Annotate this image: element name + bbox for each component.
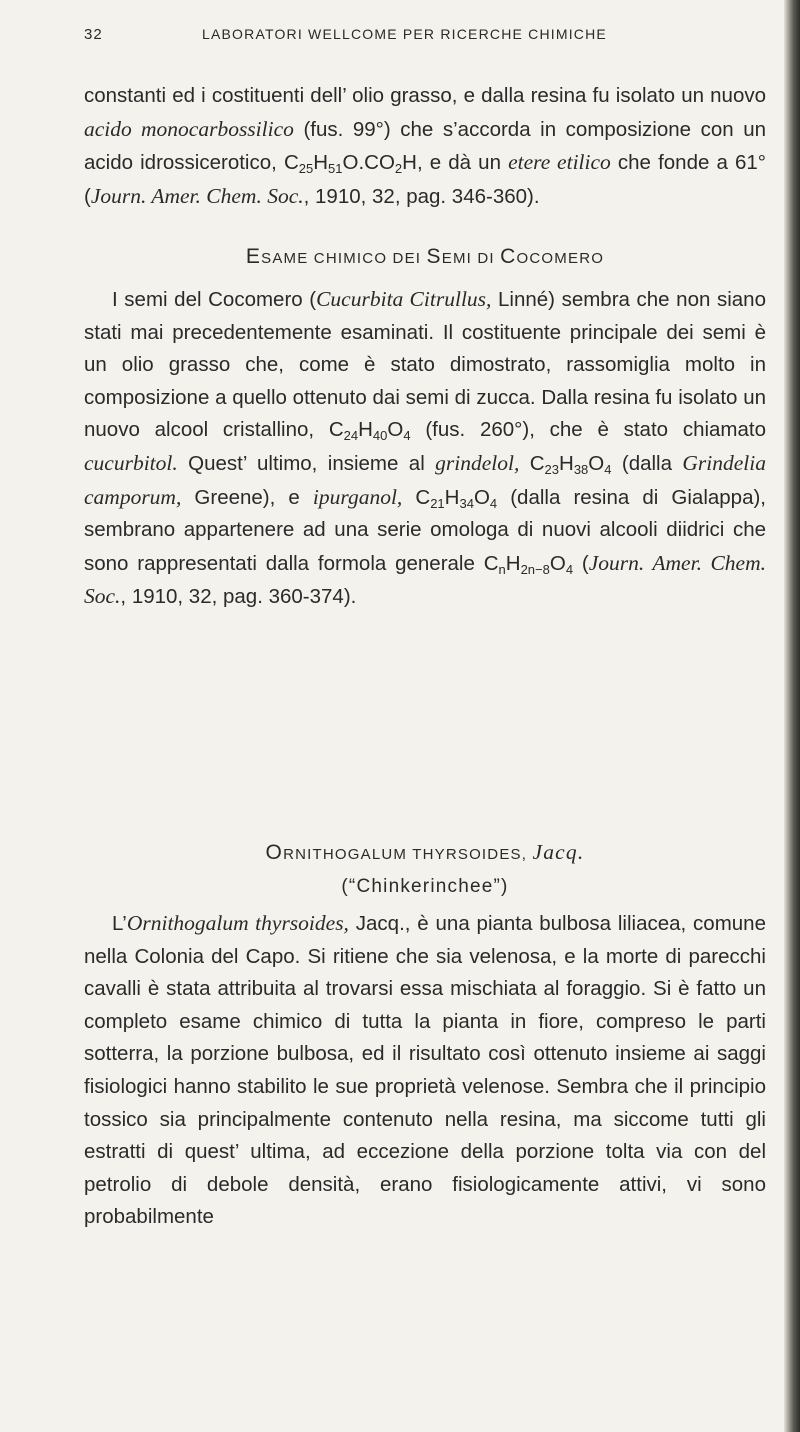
- paragraph-1: constanti ed i costituenti dell’ olio grasso, e dalla resina fu isolato un nuovo acido monocarbossilico (fus. 99°) che s’accorda in composizione con un acido idrossicerotico, $C_{25}H_{51}O.CO_2H$, e dà un etere etilico che fonde a 61° (Journ. Amer. Chem. Soc., 1910, 32, pag. 346-360).: [84, 84, 766, 208]
- section-subheading: (“Chinkerinchee”): [341, 876, 509, 897]
- page-number: 32: [84, 26, 103, 43]
- section-body-ornithogalum: [84, 907, 766, 1234]
- page-header: [84, 26, 760, 48]
- running-title: LABORATORI WELLCOME PER RICERCHE CHIMICHE: [202, 26, 607, 42]
- paragraph-3: L’Ornithogalum thyrsoides, Jacq., è una pianta bulbosa liliacea, comune nella Colonia del Capo. Si ritiene che sia velenosa, e la morte di parecchi cavalli è stata attribuita al trovarsi essa mischiata al foraggio. Si è fatto un completo esame chimico di tutta la pianta in fiore, compreso le parti sotterra, la porzione bulbosa, ed il risultato così ottenuto insieme ai saggi fisiologici hanno stabilito le sue proprietà velenose. Sembra che il principio tossico sia principalmente contenuto nella resina, ma siccome tutti gli estratti di quest’ ultima, ad eccezione della porzione tolta via con del petrolio di debole densità, erano fisiologicamente attivi, vi sono probabilmente: [84, 911, 766, 1229]
- section-body-cocomero: [84, 283, 766, 614]
- section-heading-ornithogalum: ORNITHOGALUM THYRSOIDES, Jacq. (“Chinkerinchee”): [84, 836, 766, 903]
- paragraph-2: I semi del Cocomero (Cucurbita Citrullus, Linné) sembra che non siano stati mai precedentemente esaminati. Il costituente principale dei semi è un olio grasso che, come è stato dimostrato, rassomiglia molto in composizione a quello ottenuto dai semi di zucca. Dalla resina fu isolato un nuovo alcool cristallino, $C_{24}H_{40}O_4$ (fus. 260°), che è stato chiamato cucurbitol. Quest’ ultimo, insieme al grindelol, $C_{23}H_{38}O_4$ (dalla Grindelia camporum, Greene), e ipurganol, $C_{21}H_{34}O_4$ (dalla resina di Gialappa), sembrano appartenere ad una serie omologa di nuovi alcooli diidrici che sono rappresentati dalla formola generale $C_nH_{2n-8}O_4$ (Journ. Amer. Chem. Soc., 1910, 32, pag. 360-374).: [84, 287, 766, 609]
- page-edge-shadow: [784, 0, 800, 1432]
- section-heading-cocomero: ESAME CHIMICO DEI SEMI DI COCOMERO: [245, 245, 605, 268]
- paragraph-continuation: [84, 80, 766, 213]
